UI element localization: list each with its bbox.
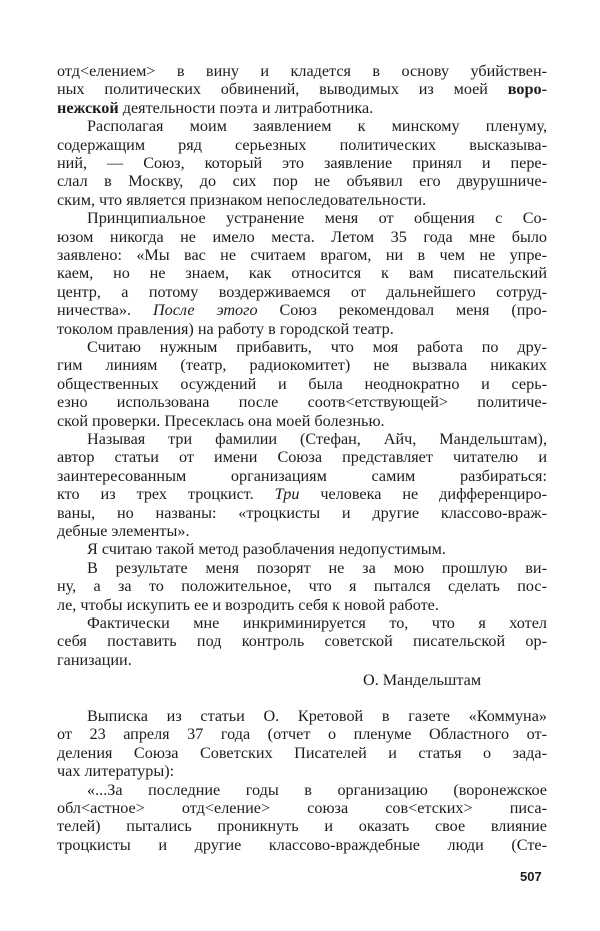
text-line (57, 504, 547, 523)
text-line (57, 136, 547, 155)
text-line (57, 817, 547, 836)
text: юзом никогда не имело места. Летом 35 года мне было (57, 227, 547, 246)
text-line (87, 781, 547, 800)
text: ганизации. (57, 650, 132, 669)
text-line (57, 99, 547, 118)
text-line (57, 467, 547, 486)
text-line (57, 799, 547, 818)
page-number: 507 (520, 869, 542, 884)
text-line (87, 540, 547, 559)
text: от 23 апреля 37 года (отчет о пленуме Областного от- (57, 725, 547, 744)
text-line (87, 614, 547, 633)
text: общественных осуждений и была неоднократно и серь- (57, 374, 547, 393)
text: кто из трех троцкист. (57, 485, 275, 504)
text: Я считаю такой метод разоблачения недопустимым. (87, 540, 446, 559)
text-line (57, 836, 547, 855)
text: ных политических обвинений, выводимых из моей (57, 80, 508, 99)
text-line (87, 338, 547, 357)
text: ний, — Союз, который это заявление принял и пере- (57, 154, 547, 172)
text-line (87, 707, 547, 726)
italic-text: После этого (152, 301, 258, 320)
text: Принципиальное устранение меня от общения с Со- (87, 209, 547, 228)
text: содержащим ряд серьезных политических высказыва- (57, 135, 547, 154)
signature: О. Мандельштам (363, 671, 482, 689)
bold-text: нежской (57, 98, 119, 117)
text: отд<елением> в вину и кладется в основу убийствен- (57, 62, 547, 80)
text-line (57, 725, 547, 744)
text-line (57, 651, 547, 670)
text: езно использована после соотв<етствующей> политиче- (57, 393, 547, 412)
text-line (57, 264, 547, 283)
text-line (57, 80, 547, 99)
text-line (57, 246, 547, 265)
text: Выписка из статьи О. Кретовой в газете «Коммуна» (87, 707, 547, 725)
text-line (57, 154, 547, 173)
text-line (57, 485, 547, 504)
text-line (57, 596, 547, 615)
text: Называя три фамилии (Стефан, Айч, Мандельштам), (87, 430, 547, 448)
text: токолом правления) на работу в городской театр. (57, 319, 394, 338)
text: ничества». (57, 301, 153, 320)
text-line (87, 117, 547, 136)
text-line (57, 393, 547, 412)
text: Союз рекомендовал меня (про- (257, 301, 547, 320)
text: деятельности поэта и литработника. (118, 98, 374, 117)
text-line (87, 430, 547, 449)
text: троцкисты и другие классово-враждебные люди (Сте- (57, 835, 547, 854)
text-line (57, 632, 547, 651)
text: В результате меня позорят не за мою прошлую ви- (87, 558, 547, 577)
text-line (87, 559, 547, 578)
text: деления Союза Советских Писателей и статья о зада- (57, 743, 547, 762)
text: Фактически мне инкриминируется то, что я хотел (87, 614, 547, 632)
text-line (57, 448, 547, 467)
text: дебные элементы». (57, 522, 190, 540)
text: чах литературы): (57, 762, 175, 781)
italic-text: Три (274, 485, 300, 504)
text-line (57, 191, 547, 210)
text-line (57, 283, 547, 302)
text: человека не дифференциро- (299, 485, 547, 504)
text-line (57, 762, 547, 781)
text-line (57, 412, 547, 431)
text: каем, но не знаем, как относится к вам писательский (57, 264, 547, 283)
bold-text: воро- (507, 80, 547, 99)
text-line (57, 62, 547, 81)
text: «...За последние годы в организацию (воронежское (87, 780, 547, 799)
text: ским, что является признаком непоследовательности. (57, 190, 427, 209)
text-line (57, 228, 547, 247)
text: телей) пытались проникнуть и оказать свое влияние (57, 817, 547, 836)
text: ваны, но названы: «троцкисты и другие классово-враж- (57, 503, 547, 522)
text-line (57, 301, 547, 320)
text: гим линиям (театр, радиокомитет) не вызвала никаких (57, 356, 547, 375)
text: Располагая моим заявлением к минскому пленуму, (87, 117, 547, 136)
text-line (57, 172, 547, 191)
text: себя поставить под контроль советской писательской ор- (57, 632, 547, 651)
text-line (57, 320, 547, 339)
text: ле, чтобы искупить ее и возродить себя к новой работе. (57, 595, 439, 614)
text-line (57, 375, 547, 394)
text: Считаю нужным прибавить, что моя работа по дру- (87, 338, 547, 356)
text: обл<астное> отд<еление> союза сов<етских> писа- (57, 799, 547, 817)
text-line (57, 577, 547, 596)
text-line (57, 356, 547, 375)
text: автор статьи от имени Союза представляет читателю и (57, 448, 547, 467)
text: центр, а потому воздерживаемся от дальнейшего сотруд- (57, 282, 547, 301)
text: ну, а за то положительное, что я пытался сделать пос- (57, 577, 547, 596)
text-line (87, 209, 547, 228)
text-line (57, 744, 547, 763)
text-line (57, 522, 547, 541)
text: заявлено: «Мы вас не считаем врагом, ни в чем не упре- (57, 246, 547, 264)
text: слал в Москву, до сих пор не объявил его двурушниче- (57, 172, 547, 191)
text: заинтересованным организациям самим разбираться: (57, 466, 547, 485)
text: ской проверки. Пресеклась она моей болезнью. (57, 411, 385, 430)
